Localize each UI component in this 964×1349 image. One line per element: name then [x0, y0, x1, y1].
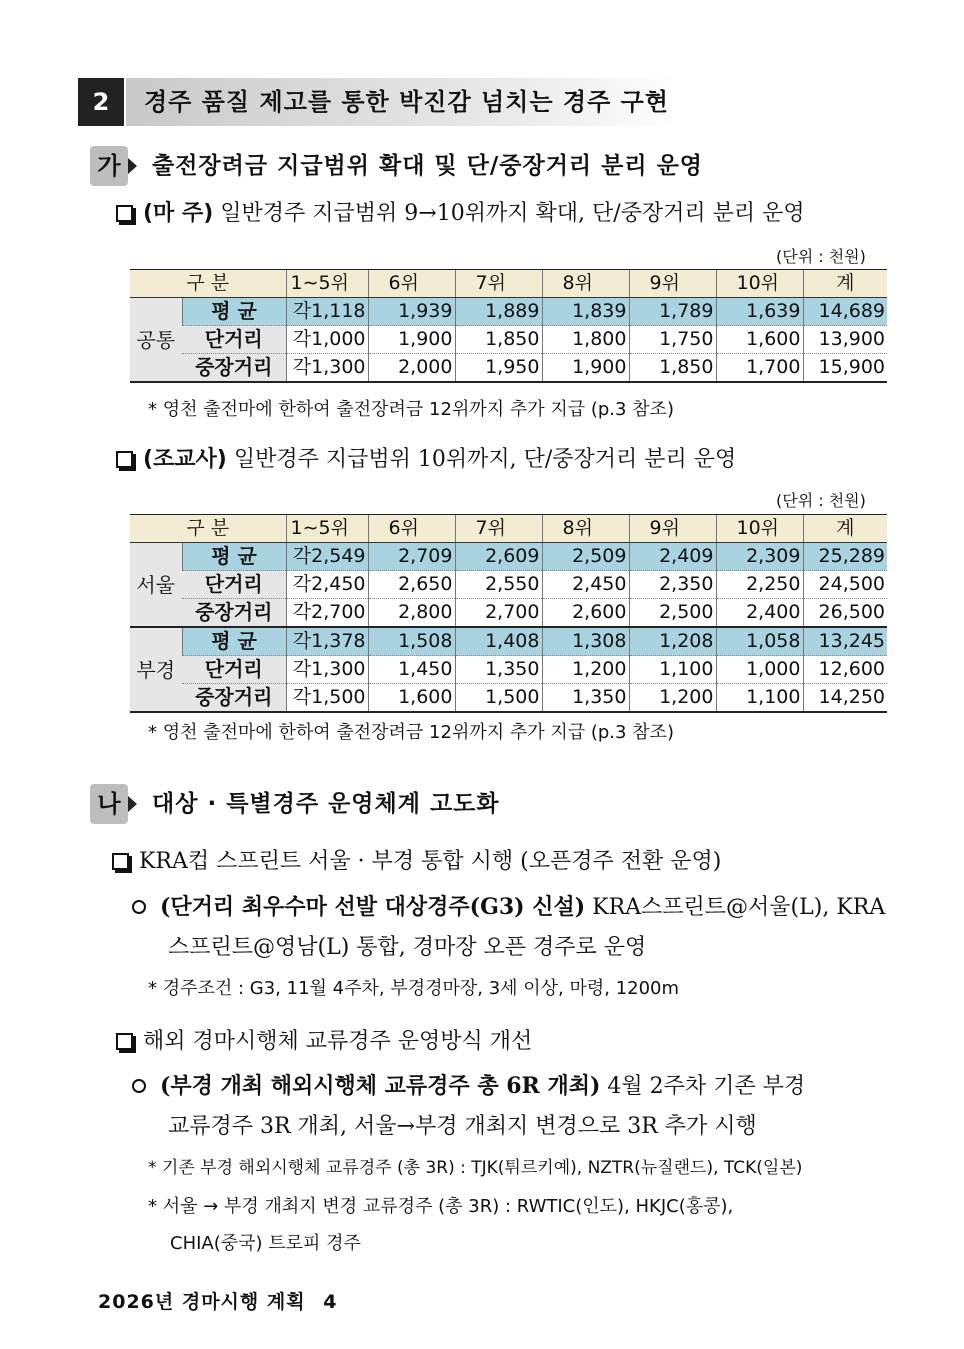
header-cell: 8위	[542, 270, 629, 298]
bullet-overseas-races-cont: 교류경주 3R 개최, 서울→부경 개최지 변경으로 3R 추가 시행	[168, 1114, 757, 1139]
table-row	[130, 571, 887, 599]
table-cell: 13,245	[803, 627, 887, 656]
table-cell: 24,500	[803, 571, 887, 599]
row-label: 중장거리	[182, 354, 286, 383]
table-row	[130, 354, 887, 383]
table-row	[130, 627, 887, 656]
checkbox-square-icon	[112, 853, 129, 870]
table-cell: 2,700	[455, 599, 542, 628]
table-cell: 2,509	[542, 543, 629, 571]
table-cell: 2,500	[629, 599, 716, 628]
table-cell: 1,789	[629, 298, 716, 326]
table-cell: 1,350	[455, 656, 542, 684]
subsection-a-tag: 가	[90, 146, 128, 186]
note-cont: CHIA(중국) 트로피 경주	[170, 1233, 361, 1254]
header-cell: 8위	[542, 515, 629, 543]
subsection-a-header	[90, 146, 810, 186]
table-cell: 1,939	[368, 298, 455, 326]
table-header-row	[130, 515, 887, 543]
table-cell: 1,208	[629, 627, 716, 656]
table-cell: 1,850	[629, 354, 716, 383]
table-cell: 2,650	[368, 571, 455, 599]
row-label: 평 균	[182, 543, 286, 571]
bullet-kra-cup	[132, 890, 885, 925]
note: * 서울 → 부경 개최지 변경 교류경주 (총 3R) : RWTIC(인도), HKJC(홍콩),	[148, 1196, 734, 1217]
row-label: 중장거리	[182, 684, 286, 713]
table-row	[130, 543, 887, 571]
table-cell: 1,408	[455, 627, 542, 656]
item-owner-label: (마 주)	[143, 201, 214, 226]
bullet-bold: (단거리 최우수마 선발 대상경주(G3) 신설)	[160, 894, 586, 920]
header-cell: 10위	[716, 515, 803, 543]
table-cell: 2,450	[542, 571, 629, 599]
page-footer	[98, 1287, 337, 1314]
trainer-prize-table	[130, 515, 887, 713]
table-row	[130, 326, 887, 354]
row-label: 단거리	[182, 656, 286, 684]
table-cell: 각1,378	[286, 627, 368, 656]
table-cell: 14,250	[803, 684, 887, 713]
header-cell: 7위	[455, 515, 542, 543]
table-cell: 각1,118	[286, 298, 368, 326]
subsection-b-header	[90, 784, 810, 824]
table-cell: 25,289	[803, 543, 887, 571]
table-cell: 1,700	[716, 354, 803, 383]
note: * 기존 부경 해외시행체 교류경주 (총 3R) : TJK(튀르키예), NZTR(뉴질랜드), TCK(일본)	[148, 1158, 803, 1178]
owner-prize-table	[130, 270, 887, 383]
header-cell: 6위	[368, 270, 455, 298]
unit-label: (단위 : 천원)	[776, 247, 866, 266]
table-cell: 각2,549	[286, 543, 368, 571]
table-row	[130, 684, 887, 713]
subsection-b-title: 대상 · 특별경주 운영체계 고도화	[152, 791, 500, 817]
table-cell: 1,639	[716, 298, 803, 326]
header-cell: 6위	[368, 515, 455, 543]
table-cell: 1,058	[716, 627, 803, 656]
table-cell: 각1,300	[286, 354, 368, 383]
page-number: 4	[323, 1291, 338, 1313]
row-label: 평 균	[182, 298, 286, 326]
table-row	[130, 599, 887, 628]
table-row	[130, 656, 887, 684]
table-cell: 26,500	[803, 599, 887, 628]
header-cell: 7위	[455, 270, 542, 298]
table-cell: 1,889	[455, 298, 542, 326]
table-cell: 1,850	[455, 326, 542, 354]
table-cell: 2,309	[716, 543, 803, 571]
section-number: 2	[78, 78, 124, 126]
section-title: 경주 품질 제고를 통한 박진감 넘치는 경주 구현	[144, 88, 669, 116]
subsection-a-title: 출전장려금 지급범위 확대 및 단/중장거리 분리 운영	[152, 153, 704, 179]
table-cell: 각1,500	[286, 684, 368, 713]
table-cell: 1,100	[716, 684, 803, 713]
table-cell: 1,600	[716, 326, 803, 354]
table-cell: 각2,700	[286, 599, 368, 628]
section-header	[78, 78, 686, 126]
checkbox-square-icon	[116, 1033, 133, 1050]
item-owner-text: 일반경주 지급범위 9→10위까지 확대, 단/중장거리 분리 운영	[220, 201, 805, 226]
table-cell: 2,709	[368, 543, 455, 571]
table-cell: 15,900	[803, 354, 887, 383]
header-cell: 1∼5위	[286, 270, 368, 298]
checkbox-square-icon	[116, 451, 133, 468]
table-cell: 2,400	[716, 599, 803, 628]
checkbox-square-icon	[116, 205, 133, 222]
group-cell: 부경	[130, 627, 182, 712]
bullet-text: KRA스프린트@서울(L), KRA	[592, 895, 886, 920]
header-cell: 10위	[716, 270, 803, 298]
triangle-right-icon	[128, 158, 137, 174]
header-cell: 구 분	[130, 515, 286, 543]
table-cell: 1,308	[542, 627, 629, 656]
item-kra-cup	[112, 845, 721, 879]
table-cell: 12,600	[803, 656, 887, 684]
row-label: 중장거리	[182, 599, 286, 628]
circle-bullet-icon	[132, 900, 146, 914]
note: * 영천 출전마에 한하여 출전장려금 12위까지 추가 지급 (p.3 참조)	[148, 399, 674, 420]
header-cell: 계	[803, 515, 887, 543]
table-cell: 1,450	[368, 656, 455, 684]
header-cell: 1∼5위	[286, 515, 368, 543]
table-cell: 1,500	[455, 684, 542, 713]
table-cell: 2,600	[542, 599, 629, 628]
table-header-row	[130, 270, 887, 298]
table-cell: 각1,000	[286, 326, 368, 354]
row-label: 단거리	[182, 571, 286, 599]
unit-label: (단위 : 천원)	[776, 491, 866, 510]
table-cell: 1,839	[542, 298, 629, 326]
table-cell: 각1,300	[286, 656, 368, 684]
table-cell: 1,600	[368, 684, 455, 713]
table-cell: 각2,450	[286, 571, 368, 599]
item-trainer	[116, 443, 736, 477]
table-row	[130, 298, 887, 326]
item-trainer-text: 일반경주 지급범위 10위까지, 단/중장거리 분리 운영	[233, 447, 737, 472]
table-cell: 2,550	[455, 571, 542, 599]
footer-title: 2026년 경마시행 계획	[98, 1291, 306, 1313]
table-cell: 2,350	[629, 571, 716, 599]
group-cell: 공통	[130, 298, 182, 383]
note: * 영천 출전마에 한하여 출전장려금 12위까지 추가 지급 (p.3 참조)	[148, 722, 674, 743]
table-cell: 1,750	[629, 326, 716, 354]
subsection-b-tag: 나	[90, 784, 128, 824]
item-overseas-races-title: 해외 경마시행체 교류경주 운영방식 개선	[143, 1029, 533, 1054]
table-cell: 2,000	[368, 354, 455, 383]
table-cell: 2,250	[716, 571, 803, 599]
bullet-overseas-races	[132, 1069, 805, 1104]
group-cell: 서울	[130, 543, 182, 628]
header-cell: 9위	[629, 270, 716, 298]
table-cell: 1,508	[368, 627, 455, 656]
table-cell: 1,900	[368, 326, 455, 354]
bullet-bold: (부경 개최 해외시행체 교류경주 총 6R 개최)	[160, 1073, 601, 1099]
header-cell: 계	[803, 270, 887, 298]
item-kra-cup-title: KRA컵 스프린트 서울 · 부경 통합 시행 (오픈경주 전환 운영)	[139, 849, 722, 874]
row-label: 평 균	[182, 627, 286, 656]
table-cell: 13,900	[803, 326, 887, 354]
table-cell: 1,200	[542, 656, 629, 684]
bullet-kra-cup-cont: 스프린트@영남(L) 통합, 경마장 오픈 경주로 운영	[168, 935, 647, 960]
table-cell: 2,609	[455, 543, 542, 571]
table-cell: 1,000	[716, 656, 803, 684]
header-cell: 9위	[629, 515, 716, 543]
header-cell: 구 분	[130, 270, 286, 298]
table-cell: 1,900	[542, 354, 629, 383]
table-cell: 1,950	[455, 354, 542, 383]
item-owner	[116, 197, 805, 231]
table-cell: 1,800	[542, 326, 629, 354]
table-cell: 14,689	[803, 298, 887, 326]
table-cell: 2,409	[629, 543, 716, 571]
bullet-text: 4월 2주차 기존 부경	[607, 1074, 806, 1099]
item-trainer-label: (조교사)	[143, 447, 227, 472]
note: * 경주조건 : G3, 11월 4주차, 부경경마장, 3세 이상, 마령, 1200m	[148, 978, 680, 999]
row-label: 단거리	[182, 326, 286, 354]
table-cell: 1,350	[542, 684, 629, 713]
table-cell: 2,800	[368, 599, 455, 628]
item-overseas-races	[116, 1025, 532, 1059]
table-cell: 1,200	[629, 684, 716, 713]
triangle-right-icon	[128, 796, 137, 812]
circle-bullet-icon	[132, 1079, 146, 1093]
table-cell: 1,100	[629, 656, 716, 684]
